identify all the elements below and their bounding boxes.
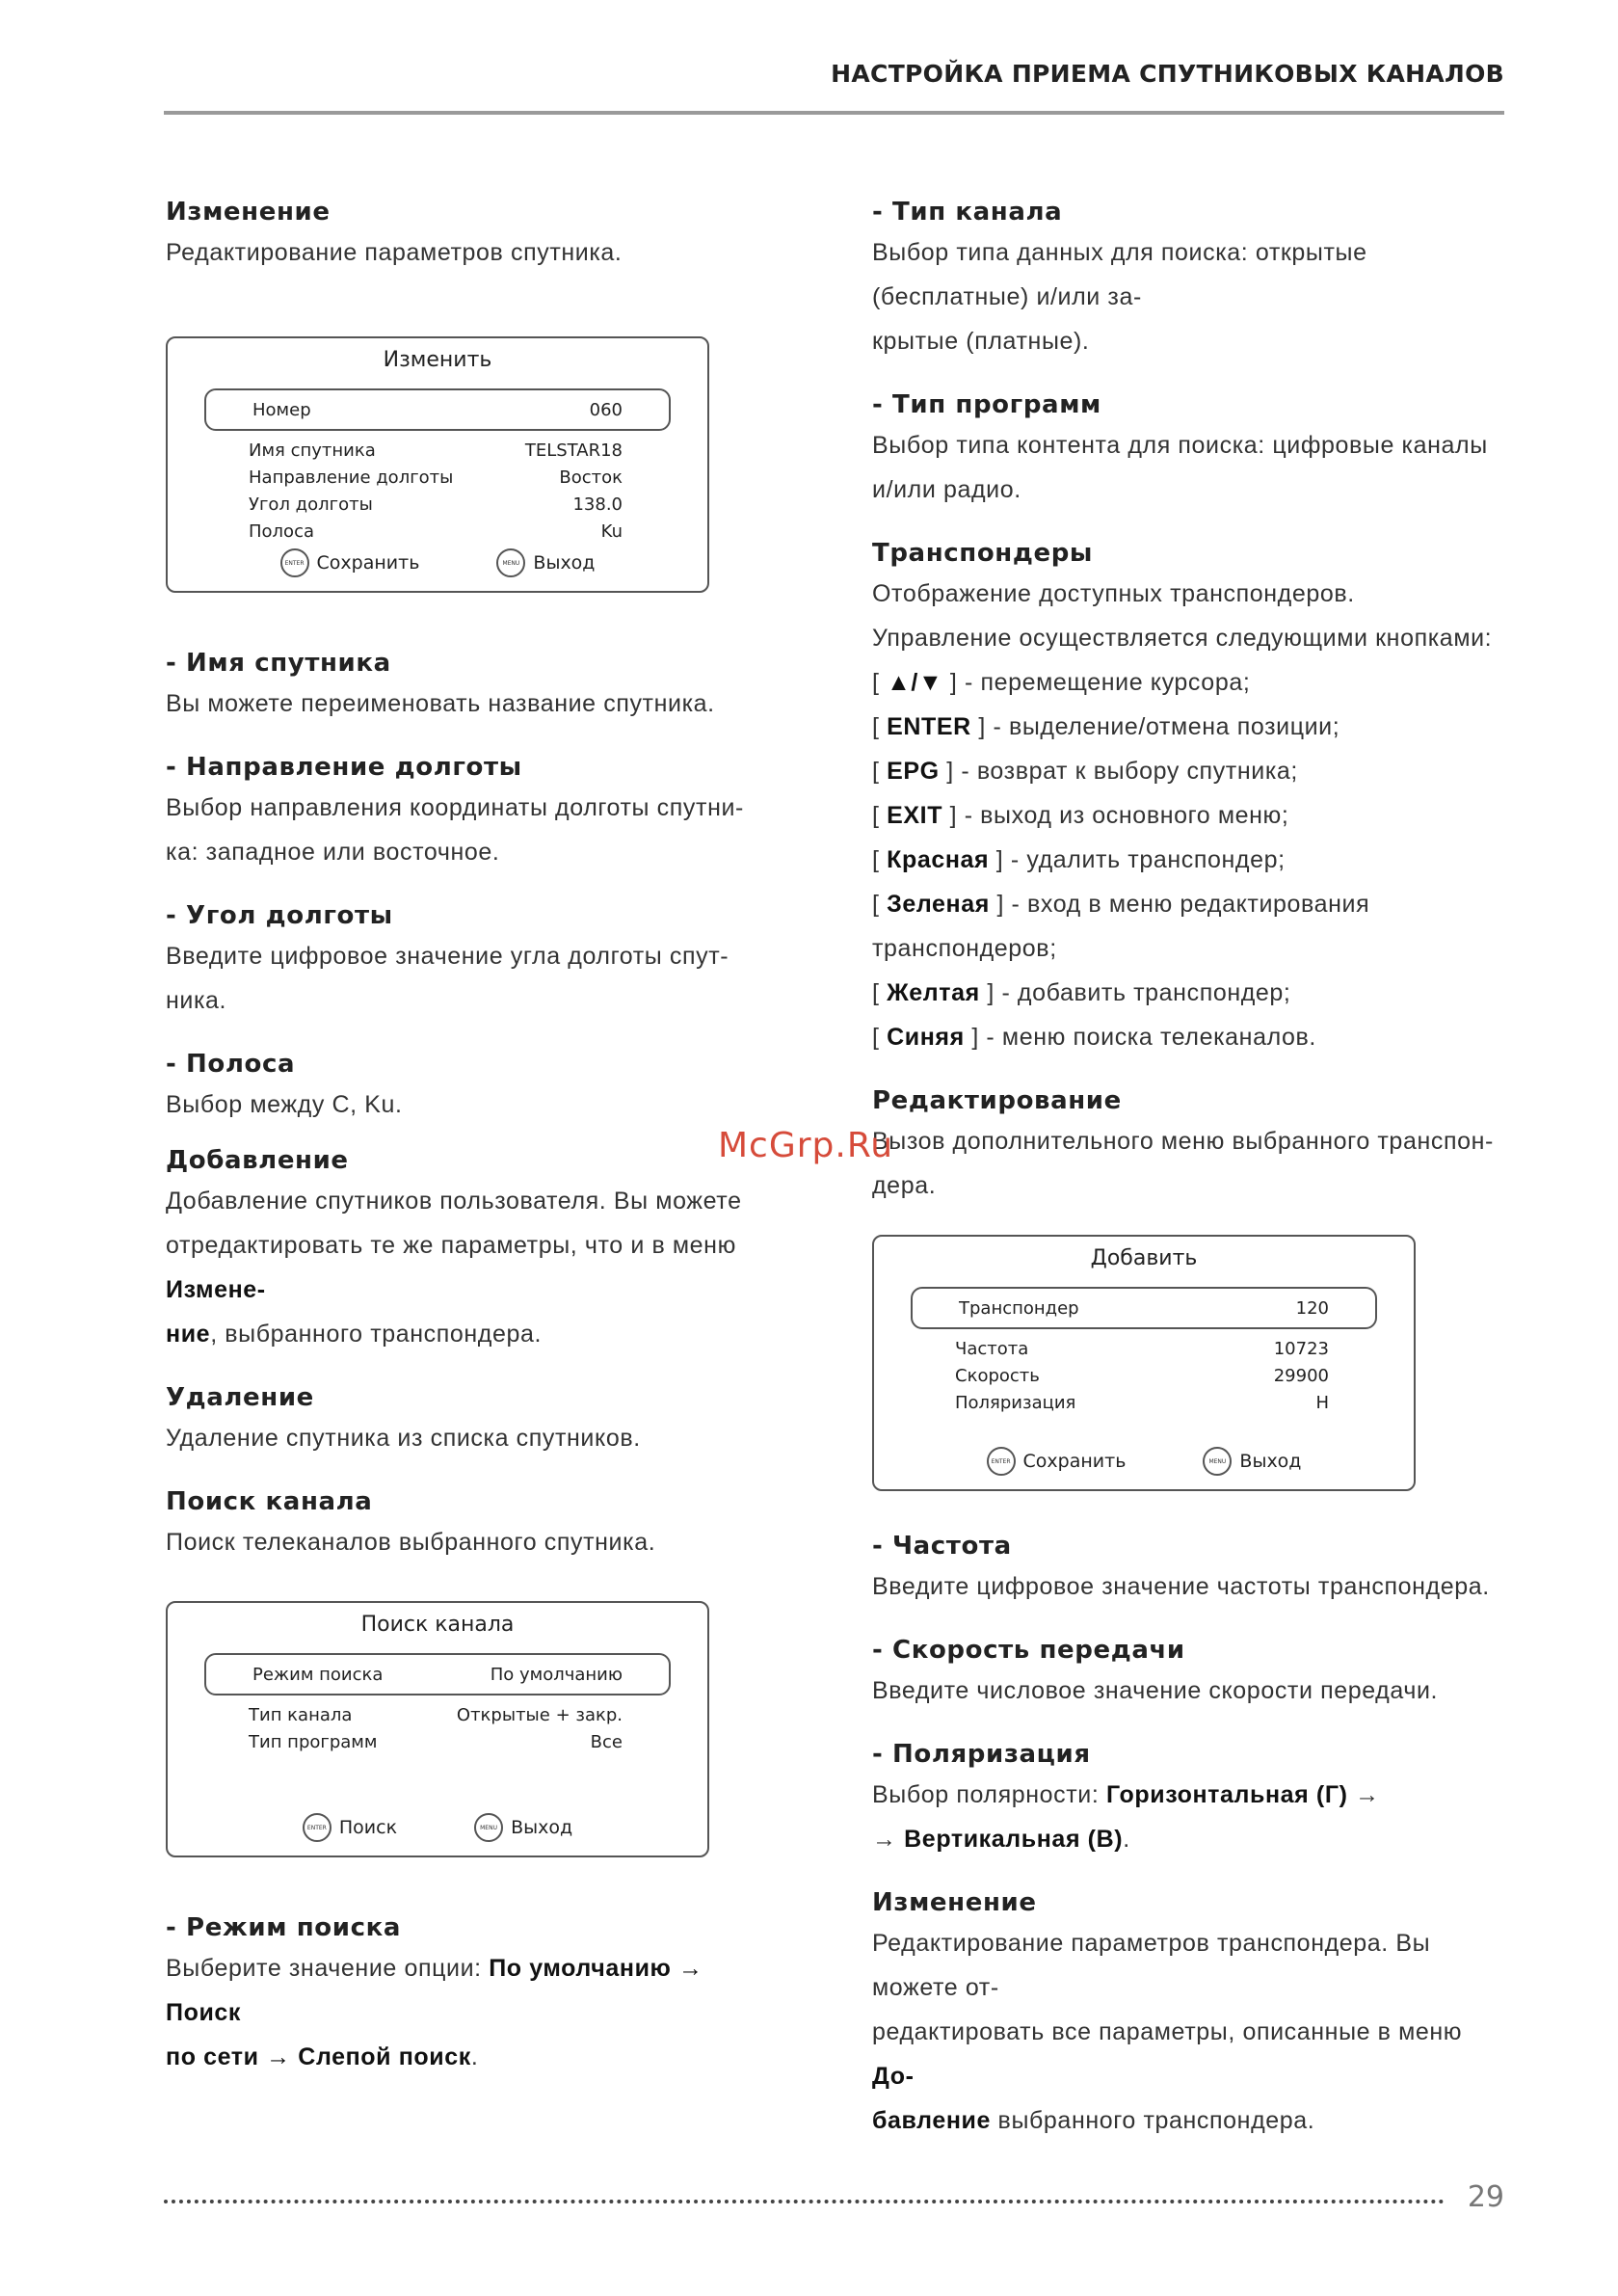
key-name: ENTER bbox=[887, 713, 971, 740]
exit-button[interactable] bbox=[474, 1813, 572, 1842]
enter-icon: ENTER bbox=[303, 1813, 332, 1842]
section-longitude-angle bbox=[166, 901, 763, 1023]
section-change bbox=[872, 1888, 1508, 2143]
right-column bbox=[872, 198, 1508, 2170]
section-title: - Режим поиска bbox=[166, 1913, 401, 1942]
section-satellite-name bbox=[166, 649, 763, 726]
key-item: [ Синяя ] - меню поиска телеканалов. bbox=[872, 1024, 1316, 1051]
section-text bbox=[872, 1817, 1508, 1861]
section-symbol-rate bbox=[872, 1636, 1508, 1713]
text-bold: Горизонтальная (Г) bbox=[1105, 1781, 1348, 1808]
text-run: выбранного транспондера. bbox=[991, 2107, 1315, 2134]
section-text: Вызов дополнительного меню выбранного транспон- bbox=[872, 1128, 1494, 1155]
section-text: Добавление спутников пользователя. Вы можете bbox=[166, 1188, 742, 1215]
key-name: EPG bbox=[887, 758, 940, 785]
section-delete bbox=[166, 1383, 763, 1460]
section-text bbox=[166, 2035, 763, 2079]
key-desc: возврат к выбору спутника; bbox=[976, 758, 1298, 785]
text-bold: До- bbox=[872, 2063, 915, 2090]
section-text: Введите цифровое значение угла долготы спут- bbox=[166, 943, 729, 970]
menu-icon: MENU bbox=[474, 1813, 503, 1842]
section-frequency bbox=[872, 1532, 1508, 1609]
channel-search-menu bbox=[166, 1601, 709, 1857]
text-run: → bbox=[1347, 1781, 1380, 1808]
text-run: → bbox=[872, 1826, 905, 1853]
section-text: Выбор между C, Ku. bbox=[166, 1091, 403, 1118]
section-text bbox=[872, 2098, 1508, 2143]
section-title: Изменение bbox=[166, 198, 331, 227]
menu-footer bbox=[168, 548, 707, 577]
key-name: Зеленая bbox=[887, 891, 990, 918]
section-text bbox=[872, 2010, 1508, 2098]
key-desc: меню поиска телеканалов. bbox=[1001, 1024, 1316, 1051]
key-name: Красная bbox=[887, 846, 990, 873]
menu-row[interactable] bbox=[249, 491, 623, 518]
menu-footer bbox=[168, 1813, 707, 1842]
section-channel-type bbox=[872, 198, 1508, 363]
menu-row-label: Скорость bbox=[955, 1365, 1040, 1386]
key-desc: перемещение курсора; bbox=[980, 669, 1251, 696]
section-program-type bbox=[872, 390, 1508, 512]
section-title: Редактирование bbox=[872, 1086, 1122, 1115]
save-label: Сохранить bbox=[316, 552, 420, 574]
section-text: Поиск телеканалов выбранного спутника. bbox=[166, 1529, 656, 1556]
key-desc: выход из основного меню; bbox=[980, 802, 1289, 829]
menu-rows bbox=[168, 1701, 707, 1755]
menu-rows bbox=[874, 1335, 1414, 1416]
text-run: . bbox=[1123, 1826, 1130, 1853]
edit-satellite-menu bbox=[166, 336, 709, 593]
watermark: McGrp.Ru bbox=[718, 1126, 894, 1165]
menu-row-value: 060 bbox=[589, 399, 623, 420]
key-item: [ Зеленая ] - вход в меню редактирования транспондеров; bbox=[872, 891, 1370, 962]
menu-row-value: Ku bbox=[600, 521, 623, 542]
menu-row-value: Восток bbox=[559, 467, 623, 488]
text-bold: Вертикальная (В) bbox=[904, 1826, 1124, 1853]
menu-row[interactable] bbox=[955, 1389, 1329, 1416]
menu-row-label: Частота bbox=[955, 1338, 1029, 1359]
menu-row-value: Открытые + закр. bbox=[456, 1704, 623, 1725]
text-bold: по сети → Слепой поиск bbox=[166, 2043, 471, 2070]
text-bold: Измене- bbox=[166, 1276, 266, 1303]
menu-selected-row[interactable] bbox=[911, 1287, 1377, 1329]
exit-label: Выход bbox=[533, 552, 596, 574]
text-bold: бавление bbox=[872, 2107, 992, 2134]
key-desc: выделение/отмена позиции; bbox=[1008, 713, 1340, 740]
menu-row[interactable] bbox=[249, 464, 623, 491]
section-text: Отображение доступных транспондеров. bbox=[872, 580, 1355, 607]
menu-footer bbox=[874, 1447, 1414, 1476]
section-text: ника. bbox=[166, 987, 227, 1014]
menu-row[interactable] bbox=[955, 1335, 1329, 1362]
section-title: - Тип программ bbox=[872, 390, 1101, 419]
left-column bbox=[166, 198, 763, 2106]
menu-row[interactable] bbox=[249, 1701, 623, 1728]
menu-row[interactable] bbox=[955, 1362, 1329, 1389]
section-text: Введите цифровое значение частоты транспондера. bbox=[872, 1573, 1490, 1600]
menu-row-value: Все bbox=[590, 1731, 623, 1752]
text-run: редактировать все параметры, описанные в меню bbox=[872, 2018, 1463, 2045]
save-button[interactable] bbox=[987, 1447, 1127, 1476]
section-text: Редактирование параметров спутника. bbox=[166, 239, 623, 266]
text-bold: ние bbox=[166, 1321, 211, 1348]
menu-selected-row[interactable] bbox=[204, 388, 671, 431]
menu-row[interactable] bbox=[249, 518, 623, 545]
section-title: Транспондеры bbox=[872, 539, 1094, 568]
key-name: Синяя bbox=[887, 1024, 965, 1051]
section-add bbox=[166, 1146, 763, 1356]
menu-row-value: 138.0 bbox=[572, 494, 623, 515]
menu-rows bbox=[168, 437, 707, 545]
section-editing bbox=[872, 1086, 1508, 1208]
menu-row-label: Номер bbox=[252, 399, 311, 420]
menu-row-label: Полоса bbox=[249, 521, 314, 542]
menu-row-label: Тип канала bbox=[249, 1704, 353, 1725]
menu-title: Изменить bbox=[383, 348, 492, 372]
key-name: Желтая bbox=[887, 979, 980, 1006]
section-text: Управление осуществляется следующими кнопками: bbox=[872, 625, 1493, 652]
menu-row-value: 10723 bbox=[1273, 1338, 1329, 1359]
section-text bbox=[166, 1312, 763, 1356]
save-label: Сохранить bbox=[1022, 1451, 1127, 1472]
menu-title: Добавить bbox=[1090, 1246, 1198, 1270]
menu-row-label: Угол долготы bbox=[249, 494, 373, 515]
menu-icon: MENU bbox=[496, 548, 525, 577]
menu-row[interactable] bbox=[249, 437, 623, 464]
search-button[interactable] bbox=[303, 1813, 397, 1842]
section-title: - Направление долготы bbox=[166, 753, 522, 782]
text-run: Выберите значение опции: bbox=[166, 1955, 490, 1982]
section-text bbox=[166, 1223, 763, 1312]
add-transponder-menu bbox=[872, 1235, 1416, 1491]
section-title: Поиск канала bbox=[166, 1487, 373, 1516]
exit-label: Выход bbox=[511, 1817, 573, 1838]
search-label: Поиск bbox=[338, 1817, 398, 1838]
key-desc: вход в меню редактирования транспондеров; bbox=[872, 891, 1370, 962]
section-text: Выбор направления координаты долготы спутни- bbox=[166, 794, 744, 821]
menu-row-value: TELSTAR18 bbox=[524, 440, 623, 461]
menu-row-label: Направление долготы bbox=[249, 467, 454, 488]
menu-row-label: Имя спутника bbox=[249, 440, 376, 461]
enter-icon: ENTER bbox=[280, 548, 309, 577]
key-item: [ EPG ] - возврат к выбору спутника; bbox=[872, 758, 1298, 785]
section-band bbox=[166, 1050, 763, 1127]
text-bold: По умолчанию → Поиск bbox=[166, 1955, 703, 2026]
section-title: Добавление bbox=[166, 1146, 349, 1175]
section-search-mode bbox=[166, 1913, 763, 2079]
section-title: - Частота bbox=[872, 1532, 1012, 1561]
menu-selected-row[interactable] bbox=[204, 1653, 671, 1695]
section-title: - Поляризация bbox=[872, 1740, 1091, 1769]
key-item: [ ENTER ] - выделение/отмена позиции; bbox=[872, 713, 1340, 740]
text-run: , выбранного транспондера. bbox=[210, 1321, 543, 1348]
section-text bbox=[166, 1946, 763, 2035]
menu-row-value: По умолчанию bbox=[490, 1664, 623, 1685]
menu-row-value: H bbox=[1315, 1392, 1329, 1413]
section-text: Редактирование параметров транспондера. Вы можете от- bbox=[872, 1930, 1431, 2001]
text-run: . bbox=[470, 2043, 479, 2070]
section-longitude-direction bbox=[166, 753, 763, 874]
section-text bbox=[872, 1773, 1508, 1817]
exit-button[interactable] bbox=[1203, 1447, 1301, 1476]
menu-row-value: 29900 bbox=[1273, 1365, 1329, 1386]
menu-row-label: Поляризация bbox=[955, 1392, 1076, 1413]
section-channel-search bbox=[166, 1487, 763, 1564]
save-button[interactable] bbox=[280, 548, 420, 577]
section-text: Удаление спутника из списка спутников. bbox=[166, 1425, 641, 1452]
section-text: крытые (платные). bbox=[872, 328, 1090, 355]
page-number: 29 bbox=[1467, 2180, 1504, 2214]
section-transponders bbox=[872, 539, 1508, 1059]
key-desc: удалить транспондер; bbox=[1026, 846, 1286, 873]
menu-row-label: Тип программ bbox=[249, 1731, 378, 1752]
section-title: - Тип канала bbox=[872, 198, 1063, 227]
section-title: - Угол долготы bbox=[166, 901, 393, 930]
section-title: - Полоса bbox=[166, 1050, 296, 1079]
section-title: - Имя спутника bbox=[166, 649, 391, 678]
menu-row-value: 120 bbox=[1295, 1297, 1329, 1319]
key-desc: добавить транспондер; bbox=[1017, 979, 1291, 1006]
page-header-title: НАСТРОЙКА ПРИЕМА СПУТНИКОВЫХ КАНАЛОВ bbox=[831, 60, 1504, 88]
key-item: [ Желтая ] - добавить транспондер; bbox=[872, 979, 1291, 1006]
key-item: [ EXIT ] - выход из основного меню; bbox=[872, 802, 1289, 829]
menu-row-label: Транспондер bbox=[959, 1297, 1079, 1319]
key-name: ▲/▼ bbox=[887, 669, 943, 696]
exit-button[interactable] bbox=[496, 548, 595, 577]
menu-row[interactable] bbox=[249, 1728, 623, 1755]
section-text: Введите числовое значение скорости передачи. bbox=[872, 1677, 1439, 1704]
section-title: Удаление bbox=[166, 1383, 314, 1412]
section-polarization bbox=[872, 1740, 1508, 1861]
section-title: Изменение bbox=[872, 1888, 1037, 1917]
enter-icon: ENTER bbox=[987, 1447, 1016, 1476]
key-item: [ Красная ] - удалить транспондер; bbox=[872, 846, 1286, 873]
text-run: отредактировать те же параметры, что и в меню bbox=[166, 1232, 736, 1259]
text-run: Выбор полярности: bbox=[872, 1781, 1106, 1808]
header-divider bbox=[164, 111, 1504, 115]
section-text: Вы можете переименовать название спутника. bbox=[166, 690, 715, 717]
section-title: - Скорость передачи bbox=[872, 1636, 1185, 1665]
key-item: [ ▲/▼ ] - перемещение курсора; bbox=[872, 669, 1251, 696]
menu-row-label: Режим поиска bbox=[252, 1664, 384, 1685]
section-text: Выбор типа контента для поиска: цифровые каналы и/или радио. bbox=[872, 432, 1488, 503]
section-text: ка: западное или восточное. bbox=[166, 839, 500, 866]
section-edit bbox=[166, 198, 763, 275]
menu-icon: MENU bbox=[1203, 1447, 1232, 1476]
footer-dotted-divider bbox=[164, 2200, 1445, 2203]
exit-label: Выход bbox=[1239, 1451, 1302, 1472]
section-text: дера. bbox=[872, 1172, 937, 1199]
section-text: Выбор типа данных для поиска: открытые (бесплатные) и/или за- bbox=[872, 239, 1367, 310]
menu-title: Поиск канала bbox=[360, 1613, 515, 1637]
key-name: EXIT bbox=[887, 802, 943, 829]
